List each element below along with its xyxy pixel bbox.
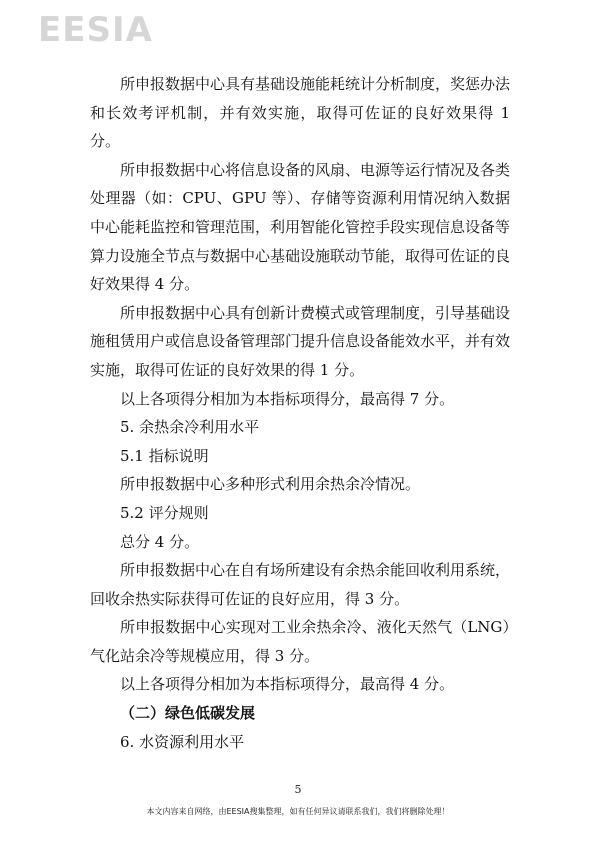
paragraph-total-score: 总分 4 分。 xyxy=(120,532,200,551)
footer-disclaimer: 本文内容来自网络，由EESIA搜集整理，如有任何异议请联系我们，我们将删除处理！ xyxy=(146,807,450,816)
paragraph-heat-recovery: 所申报数据中心在自有场所建设有余热余能回收利用系统，回收余热实际获得可佐证的良好应用，得 3 分。 xyxy=(90,561,511,608)
section-heading-green-low-carbon: （二）绿色低碳发展 xyxy=(120,704,256,723)
paragraph-lng-cold-use: 所申报数据中心实现对工业余热余冷、液化天然气（LNG）气化站余冷等规模应用，得 3 分。 xyxy=(90,618,510,665)
heading-water-resource: 6. 水资源利用水平 xyxy=(120,732,245,751)
heading-waste-heat-cold: 5. 余热余冷利用水平 xyxy=(120,418,260,437)
paragraph-energy-statistics: 所申报数据中心具有基础设施能耗统计分析制度，奖惩办法和长效考评机制，并有效实施，取得可佐证的良好效果得 1 分。 xyxy=(90,75,511,151)
paragraph-score-sum-4: 以上各项得分相加为本指标项得分，最高得 4 分。 xyxy=(120,675,455,694)
paragraph-it-equipment-monitoring: 所申报数据中心将信息设备的风扇、电源等运行情况及各类处理器（如：CPU、GPU 等）、存储等资源利用情况纳入数据中心能耗监控和管理范围，利用智能化管控手段实现信息设备等算力设施全节点与数据中心基础设施联动节能，取得可佐证的良好效果得 4 分。 xyxy=(90,160,511,294)
paragraph-waste-heat-description: 所申报数据中心多种形式利用余热余冷情况。 xyxy=(120,475,421,494)
page-number: 5 xyxy=(294,783,302,796)
paragraph-billing-innovation: 所申报数据中心具有创新计费模式或管理制度，引导基础设施租赁用户或信息设备管理部门提升信息设备能效水平，并有效实施，取得可佐证的良好效果的得 1 分。 xyxy=(90,303,511,379)
eesia-logo: EESIA xyxy=(38,10,153,50)
document-body xyxy=(90,70,510,756)
heading-indicator-description: 5.1 指标说明 xyxy=(120,446,209,465)
paragraph-score-sum-7: 以上各项得分相加为本指标项得分，最高得 7 分。 xyxy=(120,389,455,408)
heading-scoring-rules: 5.2 评分规则 xyxy=(120,503,209,522)
